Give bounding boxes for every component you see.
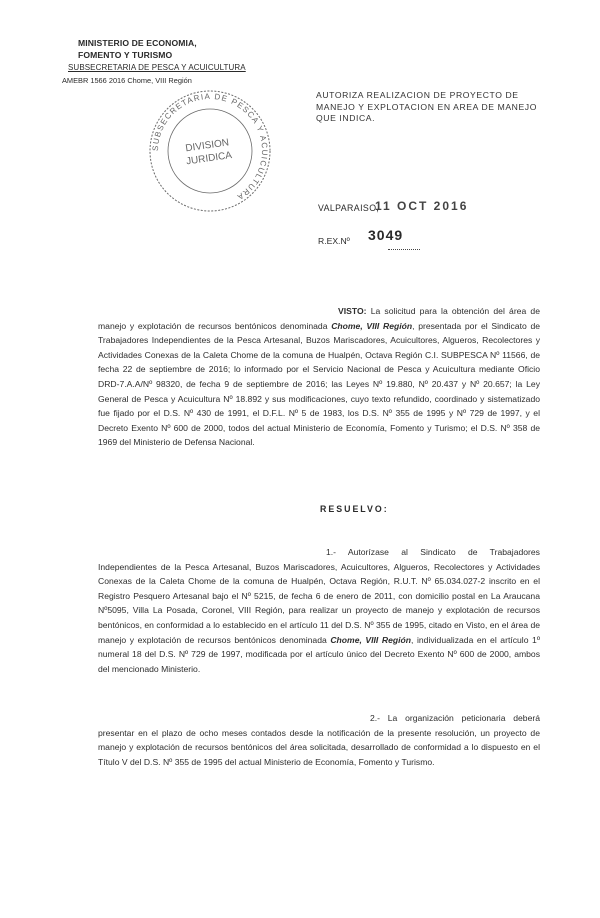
stamp-ring-text: SUBSECRETARIA DE PESCA Y ACUICULTURA [150, 91, 270, 203]
item2-paragraph [98, 711, 540, 769]
item1-paragraph [98, 545, 540, 676]
resolution-subject: AUTORIZA REALIZACION DE PROYECTO DE MANEJO Y EXPLOTACION EN AREA DE MANEJO QUE INDICA. [316, 90, 537, 124]
visto-text-after: , presentada por el Sindicato de Trabajadores Independientes de la Pesca Artesanal, Buzos Mariscadores, Acuicultores, Algueros, Recolectores y Actividades Conexas de la Caleta Chome de la comuna de Hualpén, Octava Región C.I. SUBPESCA Nº 11566, de fecha 22 de septiembre de 2016; lo informado por el Servicio Nacional de Pesca y Acuicultura mediante Oficio DRD-7.A.A/Nº 98320, de fecha 9 de septiembre de 2016; las Leyes Nº 19.880, Nº 20.437 y Nº 20.657; la Ley General de Pesca y Acuicultura Nº 18.892 y sus modificaciones, cuyo texto refundido, coordinado y sistematizado fue fijado por el D.S. Nº 430 de 1991, el D.F.L. Nº 5 de 1983, los D.S. Nº 355 de 1995 y Nº 729 de 1997, y el Decreto Exento Nº 600 de 2000, todos del actual Ministerio de Economía, Fomento y Turismo; el D.S. Nº 358 de 1969 del Ministerio de Defensa Nacional. [98, 320, 540, 448]
subsecretaria-name: SUBSECRETARIA DE PESCA Y ACUICULTURA [68, 63, 246, 72]
item1-text-before: Autorízase al Sindicato de Trabajadores Independientes de la Pesca Artesanal, Buzos Mariscadores, Acuicultores, Algueros, Recolectores y Actividades Conexas de la Caleta Chome de la comuna de Hualpén, Octava Región, R.U.T. Nº 65.034.027-2 inscrito en el Registro Pesquero Artesanal bajo el Nº 5215, de fecha 6 de enero de 2011, con domicilio postal en La Araucana Nº5095, Villa La Posada, Coronel, VIII Región, para realizar un proyecto de manejo y explotación de recursos bentónicos, en conformidad a lo establecido en el artículo 11 del D.S. Nº 355 de 1995, citado en Visto, en el área de manejo y explotación de recursos bentónicos denominada [98, 547, 540, 645]
reference-code: AMEBR 1566 2016 Chome, VIII Región [62, 76, 192, 85]
visto-area-name: Chome, VIII Región [331, 320, 413, 331]
stamp-center-line2: JURIDICA [185, 150, 233, 168]
division-juridica-stamp [145, 86, 275, 216]
ministry-name-2: FOMENTO Y TURISMO [78, 50, 173, 60]
resuelvo-heading: RESUELVO: [320, 504, 389, 514]
resolution-label: R.EX.Nº [318, 236, 350, 246]
visto-heading: VISTO: [338, 306, 367, 316]
place-label: VALPARAISO, [318, 203, 380, 213]
resolution-number: 3049 [368, 227, 404, 243]
stamp-center-line1: DIVISION [184, 137, 230, 155]
item1-text-after: , individualizada en el artículo 1º numeral 18 del D.S. Nº 729 de 1997, modificada por el artículo único del Decreto Exento Nº 600 de 2000, ambos del mencionado Ministerio. [98, 634, 540, 674]
item2-number: 2.- [370, 713, 381, 723]
ministry-name: MINISTERIO DE ECONOMIA, [78, 38, 197, 48]
resolution-number-underline [388, 249, 420, 250]
visto-paragraph [98, 304, 540, 450]
item2-text: La organización peticionaria deberá presentar en el plazo de ocho meses contados desde la notificación de la presente resolución, un proyecto de manejo y explotación de recursos bentónicos del área solicitada, desarrollado de conformidad a lo dispuesto en el Título V del D.S. Nº 355 de 1995 del actual Ministerio de Economía, Fomento y Turismo. [98, 713, 540, 767]
resolution-date: 11 OCT 2016 [375, 199, 469, 213]
item1-area-name: Chome, VIII Región [330, 634, 412, 645]
visto-text-before: La solicitud para la obtención del área de manejo y explotación de recursos bentónicos denominada [98, 306, 540, 331]
item1-number: 1.- [326, 547, 337, 557]
